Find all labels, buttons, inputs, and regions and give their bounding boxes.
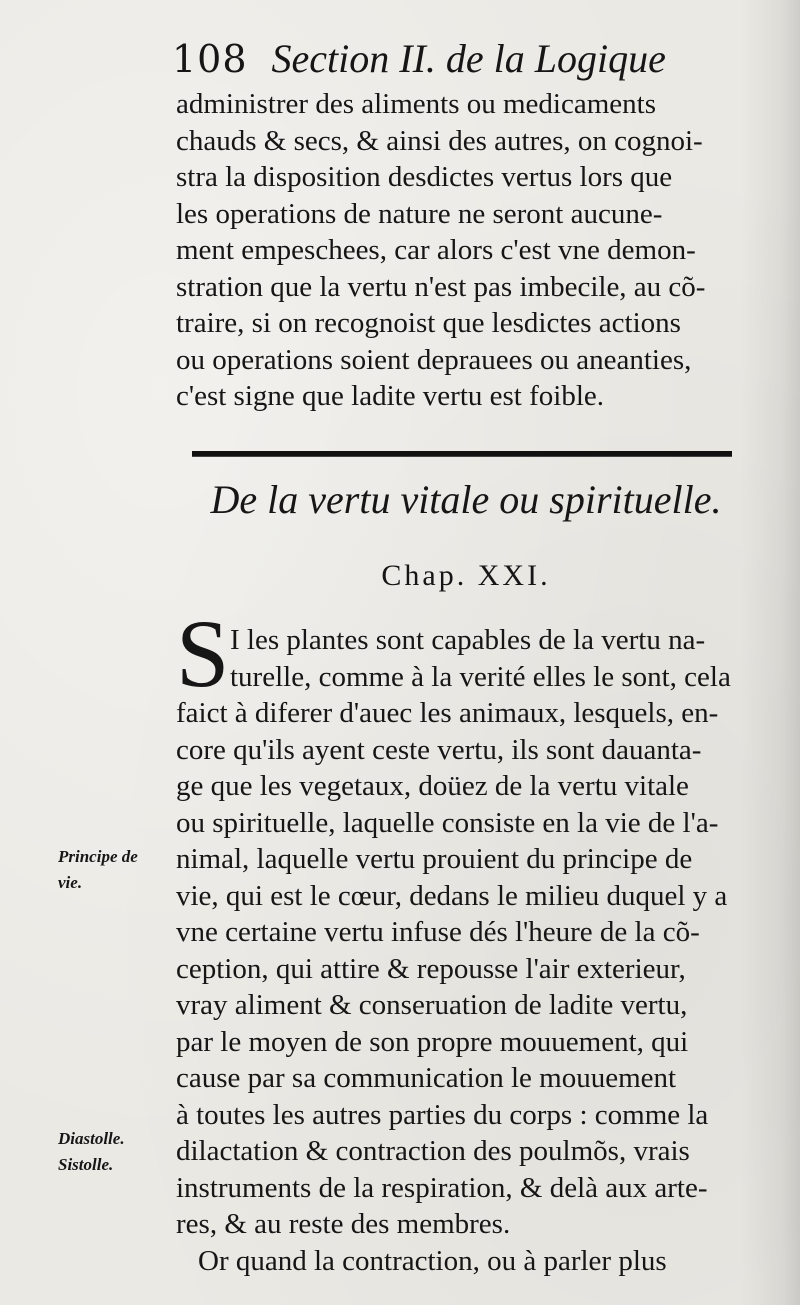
section-divider [192,451,732,457]
margin-note-diastolle [58,1126,176,1178]
margin-note-line: Principe de [58,847,138,866]
text-line: vie, qui est le cœur, dedans le milieu duquel y a [176,879,728,912]
text-line: ment empeschees, car alors c'est vne demon- [176,234,696,266]
text-line: core qu'ils ayent ceste vertu, ils sont dauanta- [176,733,702,766]
text-line: ou operations soient deprauees ou aneanties, [176,343,692,376]
text-line: Or quand la contraction, ou à parler plus [198,1244,667,1277]
top-paragraph [176,86,756,415]
text-line: vne certaine vertu infuse dés l'heure de la cõ- [176,916,700,948]
chapter-heading: Chap. XXI. [381,559,551,592]
text-line: chauds & secs, & ainsi des autres, on cognoi- [176,124,703,157]
text-line: stration que la vertu n'est pas imbecile, au cõ- [176,270,706,303]
page-number: 108 [172,37,248,81]
text-line: par le moyen de son propre mouuement, qui [176,1025,689,1058]
text-line: stra la disposition desdictes vertus lors que [176,161,673,193]
text-line: I les plantes sont capables de la vertu na- [230,624,706,656]
section-title: De la vertu vitale ou spirituelle. [210,477,722,522]
text-line: faict à diferer d'auec les animaux, lesquels, en- [176,697,719,729]
text-line: res, & au reste des membres. [176,1208,511,1240]
text-line: instruments de la respiration, & delà aux arte- [176,1171,708,1204]
text-line: les operations de nature ne seront aucune- [176,197,663,230]
text-line: ception, qui attire & repousse l'air exterieur, [176,952,686,985]
text-line: cause par sa communication le mouuement [176,1062,677,1094]
text-line: administrer des aliments ou medicaments [176,88,656,120]
running-title: Section II. de la Logique [271,36,666,81]
text-line: dilactation & contraction des poulmõs, vrais [176,1135,690,1167]
margin-note-line: Diastolle. [58,1129,125,1148]
text-line: traire, si on recognoist que lesdictes actions [176,307,681,339]
running-header [172,34,732,84]
text-line: ou spirituelle, laquelle consiste en la vie de l'a- [176,806,719,839]
drop-cap: S [176,600,230,707]
text-line: turelle, comme à la verité elles le sont, cela [230,660,731,693]
margin-note-line: Sistolle. [58,1155,114,1174]
text-line: à toutes les autres parties du corps : comme la [176,1098,709,1131]
text-line: ge que les vegetaux, doüez de la vertu vitale [176,770,689,802]
text-line: nimal, laquelle vertu prouient du principe de [176,843,693,875]
text-line: c'est signe que ladite vertu est foible. [176,380,605,412]
chapter-paragraph [176,622,756,1279]
margin-note-principe [58,844,176,896]
margin-note-line: vie. [58,873,83,892]
text-line: vray aliment & conseruation de ladite vertu, [176,989,688,1021]
